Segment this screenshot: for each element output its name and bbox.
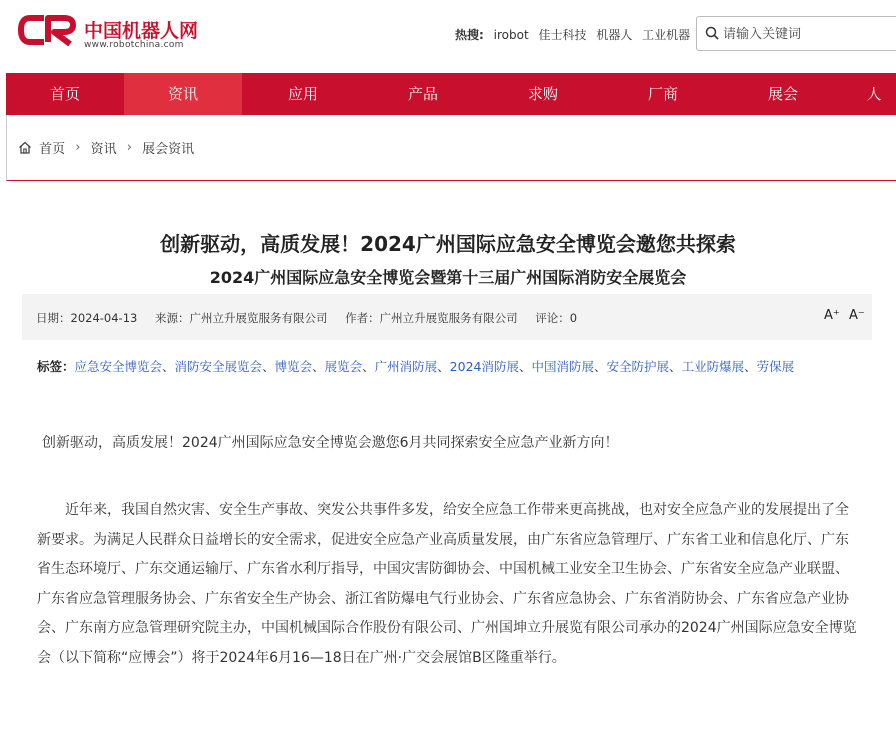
meta-date: 日期：2024-04-13	[36, 311, 138, 325]
chevron-right-icon: ›	[126, 140, 132, 155]
logo-mark-icon	[18, 12, 78, 48]
tag-link[interactable]: 广州消防展	[374, 359, 438, 374]
site-logo[interactable]	[18, 12, 198, 52]
tag-link[interactable]: 2024消防展	[449, 359, 519, 374]
nav-item-manufacturers[interactable]: 厂商	[647, 85, 678, 103]
meta-source: 来源：广州立升展览服务有限公司	[155, 311, 328, 325]
tag-link[interactable]: 应急安全博览会	[74, 359, 163, 374]
site-header	[0, 0, 896, 72]
nav-item-home[interactable]: 首页	[49, 85, 80, 103]
breadcrumb	[18, 138, 194, 157]
chevron-right-icon: ›	[75, 140, 81, 155]
breadcrumb-home[interactable]: 首页	[39, 142, 66, 157]
breadcrumb-exhibition-news[interactable]: 展会资讯	[142, 142, 195, 157]
tag-link[interactable]: 工业防爆展	[681, 359, 745, 374]
tag-link[interactable]: 展览会	[324, 359, 363, 374]
tag-link[interactable]: 消防安全展览会	[174, 359, 263, 374]
tags-label: 标签：	[37, 359, 75, 374]
logo-text-cn: 中国机器人网	[84, 20, 199, 42]
main-nav	[6, 73, 896, 115]
article-title: 创新驱动，高质发展！2024广州国际应急安全博览会邀您共探索	[160, 232, 736, 256]
nav-item-exhibitions[interactable]: 展会	[767, 85, 798, 103]
hot-search-item[interactable]: 工业机器	[642, 28, 691, 42]
article-paragraph: 创新驱动，高质发展！2024广州国际应急安全博览会邀您6月共同探索安全应急产业新方向！	[42, 435, 619, 451]
meta-author: 作者：广州立升展览服务有限公司	[345, 311, 518, 325]
nav-item-news[interactable]: 资讯	[124, 73, 242, 115]
home-icon	[18, 141, 32, 154]
article-subtitle: 2024广州国际应急安全博览会暨第十三届广州国际消防安全展览会	[209, 268, 687, 287]
font-increase-button[interactable]: A⁺	[824, 308, 840, 323]
meta-text	[36, 310, 591, 326]
article-paragraph: 近年来，我国自然灾害、安全生产事故、突发公共事件多发，给安全应急工作带来更高挑战，也对安全应急产业的发展提出了全新要求。为满足人民群众日益增长的安全需求，促进安全应急产业高质量发展，由广东省应急管理厅、广东省工业和信息化厅、广东省生态环境厅、广东交通运输厅、广东省水利厅指导，中国灾害防御协会、中国机械工业安全卫生协会、广东省安全应急产业联盟、广东省应急管理服务协会、广东省安全生产协会、浙江省防爆电气行业协会、广东省应急协会、广东省消防协会、广东省应急产业协会、广东南方应急管理研究院主办，中国机械国际合作股份有限公司、广州国坤立升展览有限公司承办的2024广州国际应急安全博览会（以下简称“应博会”）将于2024年6月16—18日在广州·广交会展馆B区隆重举行。	[37, 502, 857, 666]
tag-link[interactable]: 中国消防展	[531, 359, 595, 374]
hot-search-item[interactable]: 佳士科技	[538, 28, 587, 42]
tag-link[interactable]: 劳保展	[756, 359, 795, 374]
font-decrease-button[interactable]: A⁻	[849, 308, 865, 323]
nav-item-talent[interactable]: 人	[866, 85, 882, 103]
hot-search-item[interactable]: irobot	[493, 28, 529, 42]
search-box	[696, 16, 896, 51]
tag-link[interactable]: 安全防护展	[606, 359, 670, 374]
article-tags: 标签：应急安全博览会、消防安全展览会、博览会、展览会、广州消防展、2024消防展、中国消防展、安全防护展、工业防爆展、劳保展	[37, 359, 795, 374]
nav-item-products[interactable]: 产品	[407, 85, 438, 103]
search-input[interactable]	[723, 23, 893, 45]
search-icon	[705, 26, 719, 40]
breadcrumb-news[interactable]: 资讯	[90, 142, 117, 157]
nav-item-purchase[interactable]: 求购	[527, 85, 558, 103]
meta-comments[interactable]: 评论：0	[535, 311, 578, 325]
hot-search-item[interactable]: 机器人	[596, 28, 633, 42]
article-meta	[22, 294, 872, 340]
nav-item-application[interactable]: 应用	[287, 85, 318, 103]
tag-link[interactable]: 博览会	[274, 359, 313, 374]
logo-text-en: www.robotchina.com	[84, 40, 184, 50]
hot-search-label: 热搜:	[455, 28, 484, 42]
hot-search	[455, 26, 696, 43]
